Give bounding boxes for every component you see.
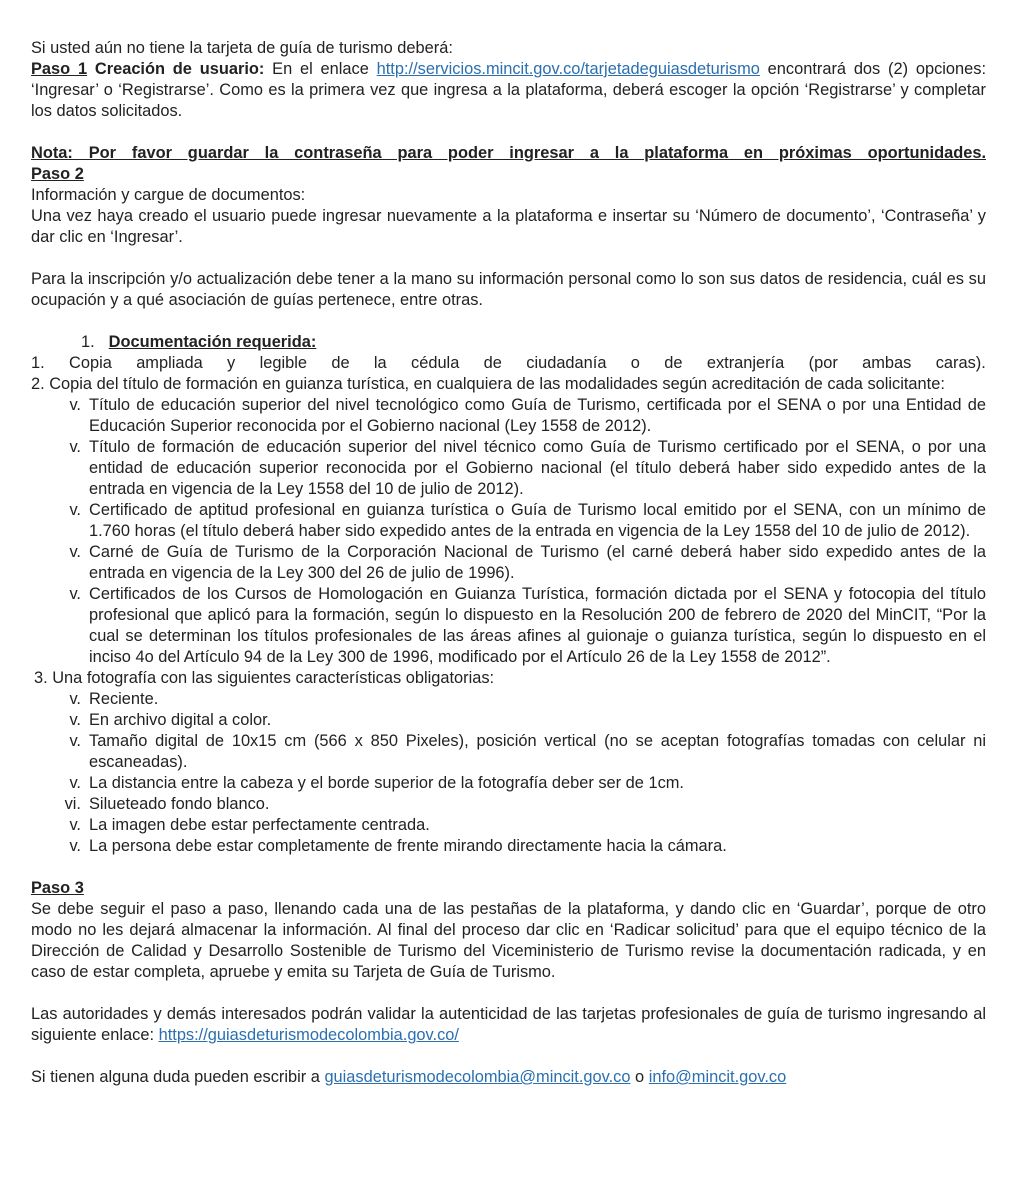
- contact-paragraph: [31, 1067, 986, 1088]
- doc-item-1-word: Copia: [69, 354, 112, 372]
- list-item-text: Título de educación superior del nivel tecnológico como Guía de Turismo, certificada por el SENA o por una Entidad de Educación Superior reconocida por el Gobierno nacional (Ley 1558 de 2012).: [89, 396, 986, 435]
- list-item-text: Silueteado fondo blanco.: [89, 795, 270, 813]
- list-item: [31, 542, 986, 584]
- paso1-text-a: En el enlace: [272, 60, 369, 78]
- list-item: [31, 437, 986, 500]
- servicios-link[interactable]: http://servicios.mincit.gov.co/tarjetadeguiasdeturismo: [376, 60, 760, 78]
- paso3-label: Paso 3: [31, 879, 84, 897]
- documentacion-number: 1.: [81, 333, 95, 351]
- documentacion-title: Documentación requerida:: [108, 333, 317, 351]
- paso1-label: Paso 1: [31, 60, 88, 78]
- doc-item-2-sublist: [31, 395, 986, 668]
- validation-paragraph: [31, 1004, 986, 1046]
- nota-text: Nota: Por favor guardar la contraseña para poder ingresar a la plataforma en próximas oportunidades.: [31, 144, 986, 162]
- doc-item-1-word: (por: [808, 354, 838, 372]
- contact-text: Si tienen alguna duda pueden escribir a: [31, 1068, 320, 1086]
- list-marker: v.: [69, 543, 81, 561]
- list-item: [31, 395, 986, 437]
- list-item: [31, 710, 986, 731]
- list-marker: v.: [69, 501, 81, 519]
- paso2-subtitle: Información y cargue de documentos:: [31, 186, 306, 204]
- list-item-text: En archivo digital a color.: [89, 711, 272, 729]
- list-item-text: Certificado de aptitud profesional en guianza turística o Guía de Turismo local emitido por el SENA, con un mínimo de 1.760 horas (el título deberá haber sido expedido antes de la entrada en vigencia de la Ley 1558 del 10 de julio de 2012).: [89, 501, 986, 540]
- doc-item-3: 3. Una fotografía con las siguientes características obligatorias:: [34, 669, 495, 687]
- paso3-text: Se debe seguir el paso a paso, llenando cada una de las pestañas de la plataforma, y dando clic en ‘Guardar’, porque de otro modo no les dejará almacenar la información. Al final del proceso dar clic en ‘Radicar solicitud’ para que el equipo técnico de la Dirección de Calidad y Desarrollo Sostenible de Turismo del Viceministerio de Turismo revise la documentación radicada, y en caso de estar completa, apruebe y emita su Tarjeta de Guía de Turismo.: [31, 900, 986, 981]
- doc-item-1-word: de: [664, 354, 683, 372]
- list-marker: v.: [69, 585, 81, 603]
- validation-text: Las autoridades y demás interesados podrán validar la autenticidad de las tarjetas profesionales de guía de turismo ingresando al siguiente enlace:: [31, 1005, 986, 1044]
- paso1-paragraph: [31, 59, 986, 122]
- documentacion-heading: [31, 332, 986, 353]
- contact-connector: o: [635, 1068, 645, 1086]
- list-item: [31, 794, 986, 815]
- doc-item-2: 2. Copia del título de formación en guianza turística, en cualquiera de las modalidades según acreditación de cada solicitante:: [31, 375, 945, 393]
- doc-item-1-number: 1.: [31, 354, 45, 372]
- list-marker: v.: [69, 711, 81, 729]
- paso2-text2: Para la inscripción y/o actualización debe tener a la mano su información personal como lo son sus datos de residencia, cuál es su ocupación y a qué asociación de guías pertenece, entre otras.: [31, 270, 986, 309]
- list-item-text: La imagen debe estar perfectamente centrada.: [89, 816, 430, 834]
- list-item: [31, 773, 986, 794]
- list-item: [31, 815, 986, 836]
- list-marker: vi.: [64, 795, 81, 813]
- doc-item-1-word: extranjería: [706, 354, 785, 372]
- paso1-text-b: encontrará dos (2) opciones: ‘Ingresar’ o ‘Registrarse’. Como es la primera vez que ingresa a la plataforma, deberá escoger la opción ‘Registrarse’ y completar los datos solicitados.: [31, 60, 986, 120]
- list-marker: v.: [69, 837, 81, 855]
- list-item-text: La distancia entre la cabeza y el borde superior de la fotografía deber ser de 1cm.: [89, 774, 684, 792]
- list-item-text: La persona debe estar completamente de frente mirando directamente hacia la cámara.: [89, 837, 727, 855]
- doc-item-1-word: y: [227, 354, 236, 372]
- doc-item-1-word: caras).: [935, 354, 986, 372]
- list-item-text: Carné de Guía de Turismo de la Corporación Nacional de Turismo (el carné deberá haber sido expedido antes de la entrada en vigencia de la Ley 300 del 26 de julio de 1996).: [89, 543, 986, 582]
- doc-item-1-word: de: [483, 354, 502, 372]
- list-marker: v.: [69, 816, 81, 834]
- paso2-text1: Una vez haya creado el usuario puede ingresar nuevamente a la plataforma e insertar su ‘Número de documento’, ‘Contraseña’ y dar clic en ‘Ingresar’.: [31, 207, 986, 246]
- doc-item-1-word: la: [373, 354, 387, 372]
- document-page: [31, 38, 986, 1088]
- doc-item-1-word: ambas: [862, 354, 912, 372]
- list-marker: v.: [69, 438, 81, 456]
- paso1-title: Creación de usuario:: [94, 60, 265, 78]
- doc-item-1-word: ciudadanía: [526, 354, 607, 372]
- doc-item-1-word: cédula: [411, 354, 460, 372]
- list-marker: v.: [69, 774, 81, 792]
- list-marker: v.: [69, 690, 81, 708]
- list-item: [31, 689, 986, 710]
- list-item: [31, 731, 986, 773]
- email-info-link[interactable]: info@mincit.gov.co: [648, 1068, 787, 1086]
- list-marker: v.: [69, 732, 81, 750]
- doc-item-1-word: o: [630, 354, 640, 372]
- doc-item-1-word: ampliada: [136, 354, 203, 372]
- doc-item-3-sublist: [31, 689, 986, 857]
- doc-item-1: [31, 353, 986, 374]
- doc-item-1-word: de: [331, 354, 350, 372]
- doc-item-1-word: legible: [259, 354, 307, 372]
- list-item-text: Certificados de los Cursos de Homologación en Guianza Turística, formación dictada por el SENA y fotocopia del título profesional que aplicó para la formación, según lo dispuesto en la Resolución 200 de febrero de 2020 del MinCIT, “Por la cual se determinan los títulos profesionales de las áreas afines al guionaje o guianza turística, según lo dispuesto en el inciso 4o del Artículo 94 de la Ley 300 de 1996, modificado por el Artículo 26 de la Ley 1558 de 2012”.: [89, 585, 986, 666]
- paso2-label: Paso 2: [31, 165, 84, 183]
- list-item-text: Reciente.: [89, 690, 159, 708]
- intro-text: Si usted aún no tiene la tarjeta de guía de turismo deberá:: [31, 39, 453, 57]
- list-item-text: Tamaño digital de 10x15 cm (566 x 850 Pixeles), posición vertical (no se aceptan fotografías tomadas con celular ni escaneadas).: [89, 732, 986, 771]
- list-item: [31, 584, 986, 668]
- list-item: [31, 500, 986, 542]
- validation-link[interactable]: https://guiasdeturismodecolombia.gov.co/: [158, 1026, 459, 1044]
- email-guias-link[interactable]: guiasdeturismodecolombia@mincit.gov.co: [324, 1068, 631, 1086]
- list-marker: v.: [69, 396, 81, 414]
- list-item: [31, 836, 986, 857]
- list-item-text: Título de formación de educación superior del nivel técnico como Guía de Turismo certificado por el SENA, o por una entidad de educación superior reconocida por el Gobierno nacional (el título deberá haber sido expedido antes de la entrada en vigencia de la Ley 1558 del 10 de julio de 2012).: [89, 438, 986, 498]
